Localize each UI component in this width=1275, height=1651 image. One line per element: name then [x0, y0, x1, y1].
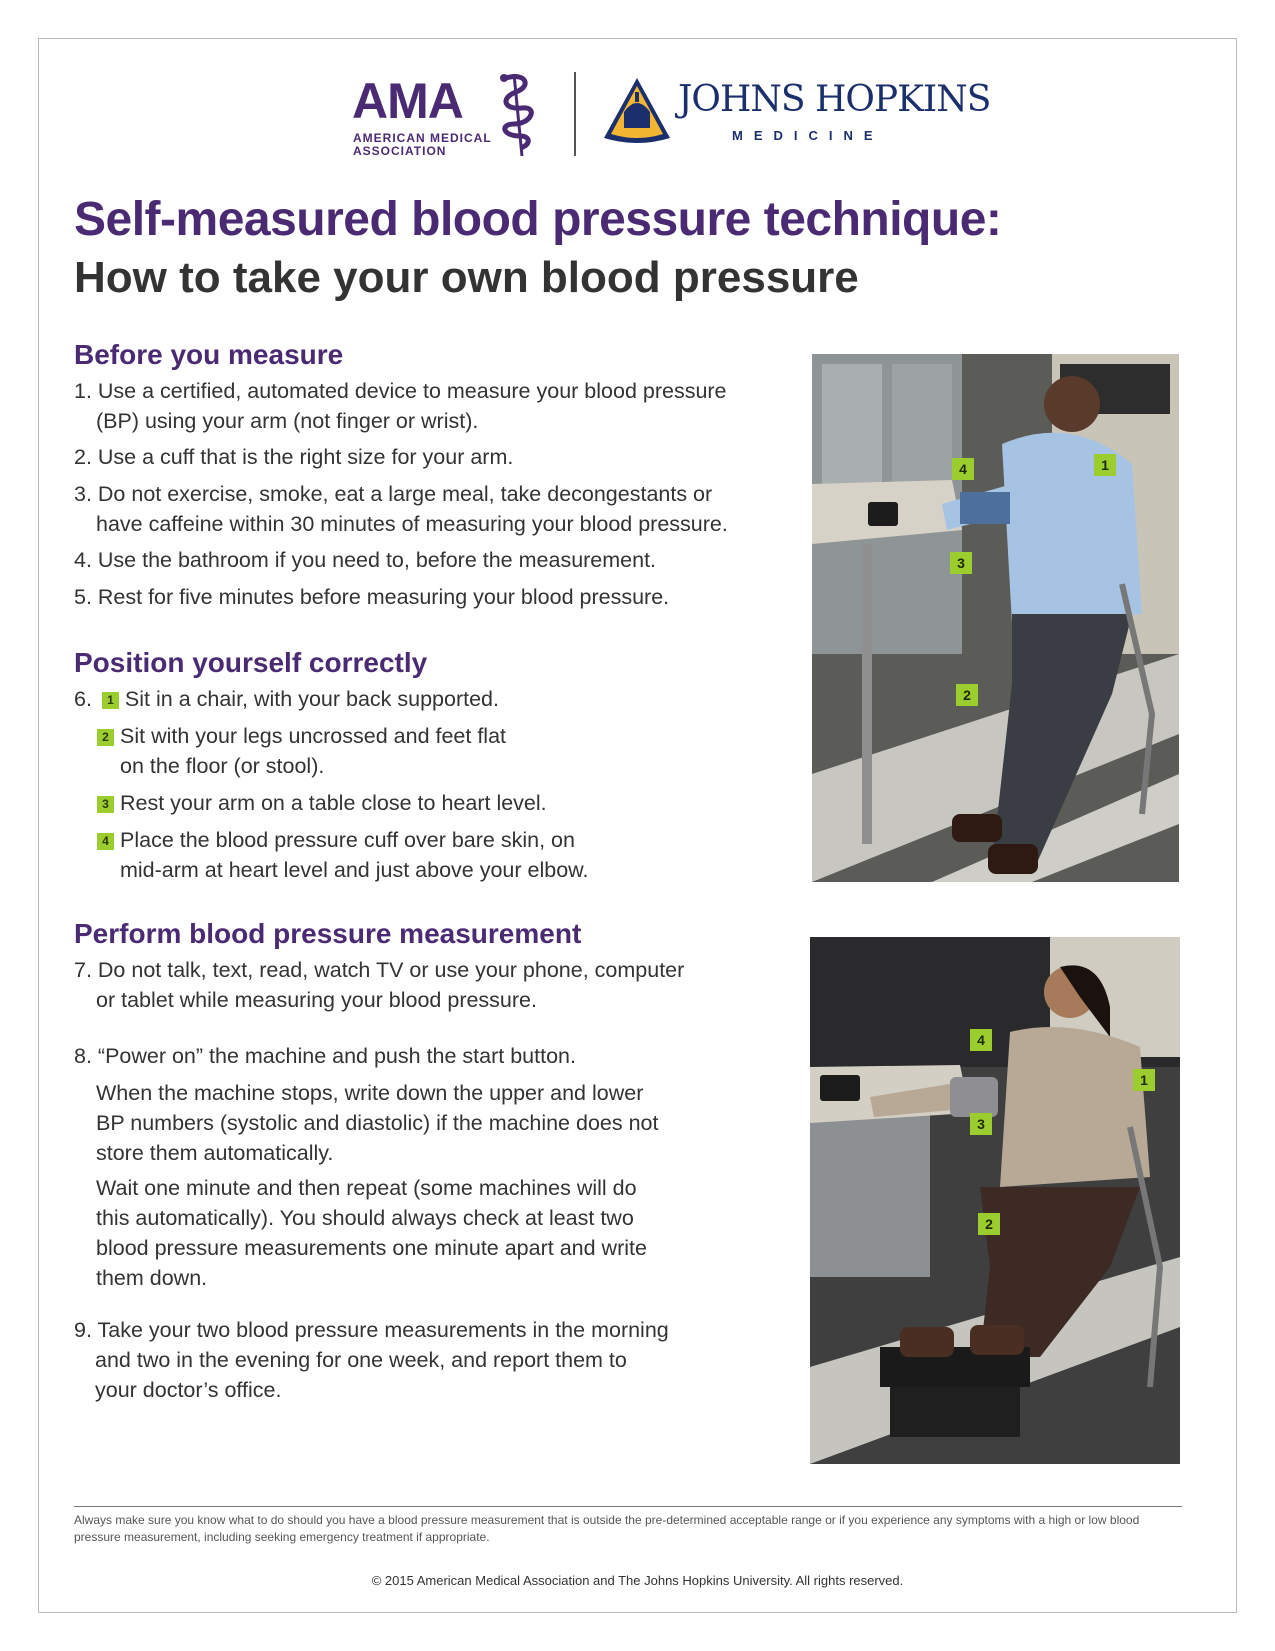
section-heading-perform: Perform blood pressure measurement	[74, 918, 582, 949]
copyright-notice: © 2015 American Medical Association and The Johns Hopkins University. All rights reserved.	[371, 1573, 904, 1588]
paragraph-line: store them automatically.	[96, 1141, 334, 1165]
list-item	[74, 955, 684, 1015]
photo-badge: 1	[1094, 454, 1116, 476]
step-badge: 1	[102, 692, 119, 709]
jh-logo-subtitle: MEDICINE	[732, 128, 884, 143]
list-item	[74, 582, 669, 612]
jh-shield-icon	[602, 76, 672, 144]
photo-badge: 2	[956, 684, 978, 706]
logo-header	[352, 68, 991, 158]
list-number: 6.	[74, 687, 92, 711]
list-item-line: 2. Use a cuff that is the right size for your arm.	[74, 445, 514, 469]
list-item	[97, 825, 588, 885]
list-item	[74, 479, 728, 539]
list-item	[74, 1315, 669, 1405]
list-item-line: 9. Take your two blood pressure measurements in the morning	[74, 1318, 669, 1342]
list-item-line: 7. Do not talk, text, read, watch TV or use your phone, computer	[74, 958, 685, 982]
jh-logo-wordmark: JOHNS HOPKINS	[678, 79, 991, 120]
list-item-line: your doctor’s office.	[95, 1378, 282, 1402]
photo-badge: 2	[978, 1213, 1000, 1235]
photo-badge: 3	[970, 1113, 992, 1135]
list-item-line: Sit with your legs uncrossed and feet flat	[120, 724, 507, 748]
footer-divider	[74, 1506, 1182, 1507]
list-item	[97, 788, 547, 818]
photo-illustration	[812, 354, 1179, 882]
ama-sub-line1: AMERICAN MEDICAL	[353, 131, 492, 145]
list-item	[74, 1041, 576, 1071]
list-item	[74, 545, 656, 575]
list-item-line: Sit in a chair, with your back supported.	[124, 687, 499, 711]
ama-sub-line2: ASSOCIATION	[353, 144, 447, 158]
list-item-line: 4. Use the bathroom if you need to, before the measurement.	[74, 548, 657, 572]
section-heading-before: Before you measure	[74, 339, 344, 370]
page-title: Self-measured blood pressure technique:	[74, 193, 1002, 246]
paragraph-line: When the machine stops, write down the upper and lower	[96, 1081, 644, 1105]
paragraph-line: this automatically). You should always check at least two	[96, 1206, 634, 1230]
paragraph-line: them down.	[96, 1266, 208, 1290]
list-item	[74, 442, 513, 472]
photo-badge: 1	[1133, 1069, 1155, 1091]
step-badge: 2	[97, 729, 114, 746]
paragraph-line: Wait one minute and then repeat (some machines will do	[96, 1176, 637, 1200]
paragraph-line: blood pressure measurements one minute apart and write	[96, 1236, 647, 1260]
ama-logo-subtitle	[353, 132, 492, 158]
step-badge: 4	[97, 833, 114, 850]
photo-woman-measuring-bp	[810, 937, 1180, 1464]
list-item-line: Rest your arm on a table close to heart level.	[120, 791, 547, 815]
list-item-line: and two in the evening for one week, and report them to	[95, 1348, 627, 1372]
footer-disclaimer: Always make sure you know what to do should you have a blood pressure measurement that is outside the pre-determined acceptable range or if you experience any symptoms with a high or low blood pressure measurement, including seeking emergency treatment if appropriate.	[74, 1513, 1140, 1544]
photo-badge: 4	[952, 458, 974, 480]
photo-illustration	[810, 937, 1180, 1464]
instruction-paragraph	[96, 1173, 647, 1293]
list-item-line: 1. Use a certified, automated device to measure your blood pressure	[74, 379, 727, 403]
list-item	[97, 721, 506, 781]
photo-man-measuring-bp	[812, 354, 1179, 882]
step-badge: 3	[97, 796, 114, 813]
paragraph-line: BP numbers (systolic and diastolic) if the machine does not	[96, 1111, 659, 1135]
list-item-line: on the floor (or stool).	[120, 754, 325, 778]
list-item-line: or tablet while measuring your blood pressure.	[96, 988, 537, 1012]
list-item-line: 3. Do not exercise, smoke, eat a large meal, take decongestants or	[74, 482, 713, 506]
photo-badge: 4	[970, 1029, 992, 1051]
list-item-line: mid-arm at heart level and just above your elbow.	[120, 858, 589, 882]
list-item-line: have caffeine within 30 minutes of measuring your blood pressure.	[96, 512, 728, 536]
caduceus-icon	[492, 68, 540, 158]
logo-divider	[574, 72, 576, 156]
list-item	[74, 684, 499, 714]
section-heading-position: Position yourself correctly	[74, 647, 428, 678]
list-item-line: Place the blood pressure cuff over bare skin, on	[120, 828, 575, 852]
list-item-line: (BP) using your arm (not finger or wrist).	[96, 409, 479, 433]
list-item-line: 5. Rest for five minutes before measuring your blood pressure.	[74, 585, 670, 609]
photo-badge: 3	[950, 552, 972, 574]
list-item	[74, 376, 727, 436]
page-subtitle: How to take your own blood pressure	[74, 253, 859, 302]
ama-logo-wordmark: AMA	[352, 73, 463, 129]
list-item-line: 8. “Power on” the machine and push the start button.	[74, 1044, 576, 1068]
instruction-paragraph	[96, 1078, 658, 1168]
